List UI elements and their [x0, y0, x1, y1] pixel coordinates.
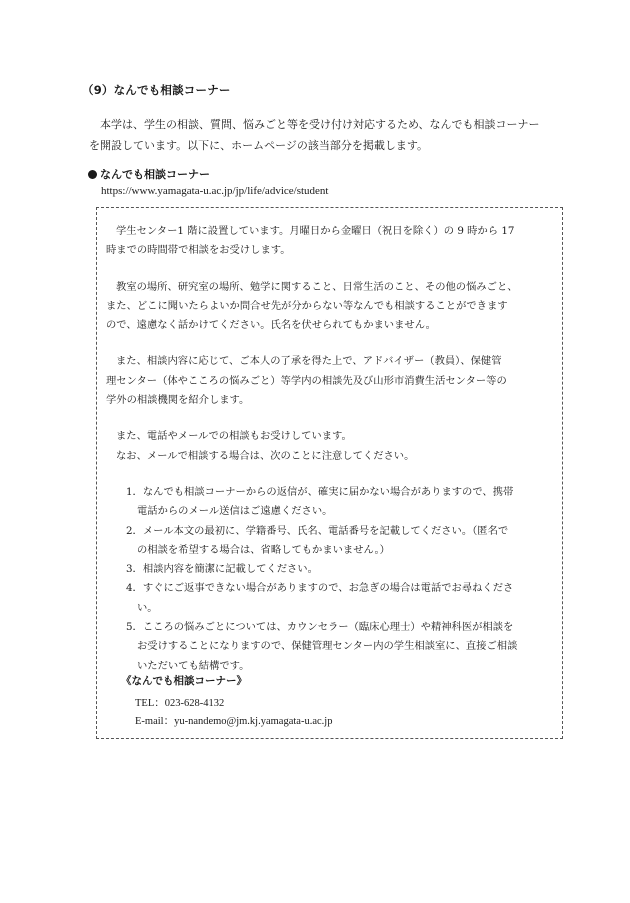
note-item-cont: の相談を希望する場合は、省略してもかまいません。） — [137, 543, 390, 556]
text-line: 学生センター1 階に設置しています。月曜日から金曜日（祝日を除く）の 9 時から 17 — [116, 225, 515, 237]
section-heading: （9）なんでも相談コーナー — [82, 83, 231, 97]
paragraph-location — [106, 222, 556, 261]
paragraph-scope — [106, 278, 556, 336]
sub-heading — [88, 166, 210, 182]
paragraph-referral — [106, 352, 556, 410]
note-item-cont: い。 — [137, 601, 158, 614]
note-item: 1．なんでも相談コーナーからの返信が、確実に届かない場合がありますので、携帯 — [126, 485, 514, 498]
intro-line: 本学は、学生の相談、質問、悩みごと等を受け付け対応するため、なんでも相談コーナー — [100, 118, 540, 131]
text-line: 時までの時間帯で相談をお受けします。 — [106, 244, 291, 257]
note-item: 3．相談内容を簡潔に記載してください。 — [126, 563, 318, 576]
note-item-cont: 電話からのメール送信はご遠慮ください。 — [137, 505, 333, 518]
bullet-icon — [88, 170, 97, 179]
sub-heading-text: なんでも相談コーナー — [100, 168, 210, 181]
text-line: 教室の場所、研究室の場所、勉学に関すること、日常生活のこと、その他の悩みごと、 — [116, 280, 518, 293]
note-item-cont: お受けすることになりますので、保健管理センター内の学生相談室に、直接ご相談 — [137, 640, 518, 653]
text-line: なお、メールで相談する場合は、次のことに注意してください。 — [116, 449, 415, 462]
note-item: 5．こころの悩みごとについては、カウンセラー（臨床心理士）や精神科医が相談を — [126, 621, 514, 634]
intro-paragraph — [89, 114, 569, 156]
contact-title: 《なんでも相談コーナー》 — [121, 675, 247, 687]
intro-line: を開設しています。以下に、ホームページの該当部分を掲載します。 — [89, 139, 429, 152]
text-line: また、電話やメールでの相談もお受けしています。 — [116, 430, 352, 443]
text-line: 学外の相談機関を紹介します。 — [106, 394, 250, 407]
quoted-content-box — [96, 207, 563, 739]
note-item: 2．メール本文の最初に、学籍番号、氏名、電話番号を記載してください。（匿名で — [126, 524, 509, 537]
email-notes-list — [106, 483, 556, 676]
note-item-cont: いただいても結構です。 — [137, 659, 250, 672]
text-line: 理センター（体やこころの悩みごと）等学内の相談先及び山形市消費生活センター等の — [106, 374, 507, 387]
text-line: ので、遠慮なく話かけてください。氏名を伏せられてもかまいません。 — [106, 319, 436, 332]
text-line: また、相談内容に応じて、ご本人の了承を得た上で、アドバイザー（教員）、保健管 — [116, 355, 502, 368]
advice-url-link[interactable]: https://www.yamagata-u.ac.jp/jp/life/advice/student — [101, 185, 329, 197]
contact-tel: TEL：023-628-4132 — [135, 698, 225, 709]
contact-email[interactable]: E-mail：yu-nandemo@jm.kj.yamagata-u.ac.jp — [135, 716, 333, 727]
paragraph-phone-email — [106, 427, 556, 466]
text-line: また、どこに聞いたらよいか問合せ先が分からない等なんでも相談することができます — [106, 299, 508, 312]
quoted-content — [106, 222, 556, 693]
note-item: 4．すぐにご返事できない場合がありますので、お急ぎの場合は電話でお尋ねくださ — [126, 582, 514, 595]
